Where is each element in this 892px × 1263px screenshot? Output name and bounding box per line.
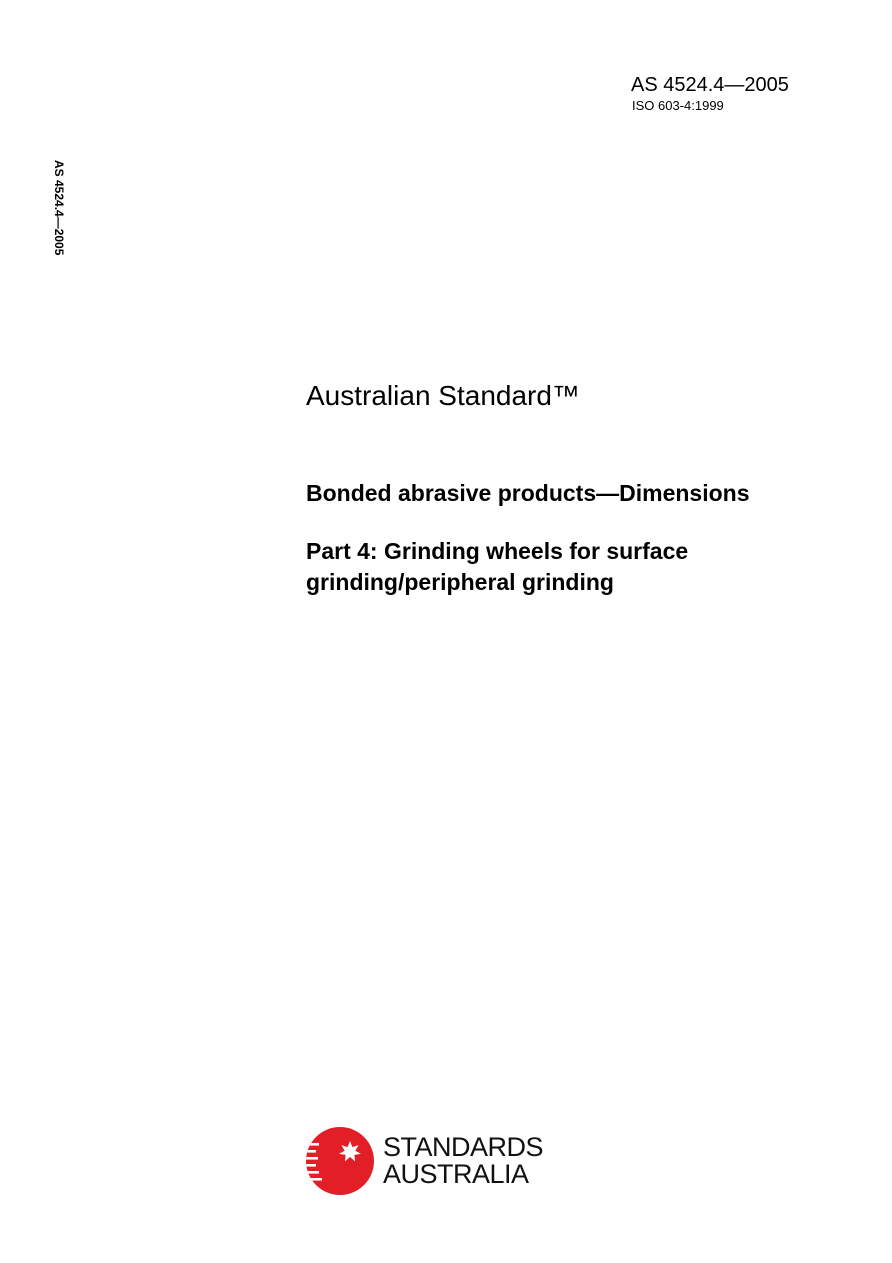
document-subtitle: Part 4: Grinding wheels for surface grinding/peripheral grinding [306,538,689,595]
standard-number: AS 4524.4—2005 [631,74,789,96]
spine-label-container [52,160,66,276]
series-label: Australian Standard™ [306,380,580,411]
document-title: Bonded abrasive products—Dimensions [306,480,750,506]
logo-text-standards: STANDARDS [383,1132,544,1162]
standards-australia-logo [305,1126,545,1198]
standards-australia-star-icon [305,1126,375,1196]
logo-text-australia: AUSTRALIA [383,1159,529,1189]
spine-label: AS 4524.4—2005 [52,160,66,256]
iso-reference: ISO 603-4:1999 [632,98,724,113]
